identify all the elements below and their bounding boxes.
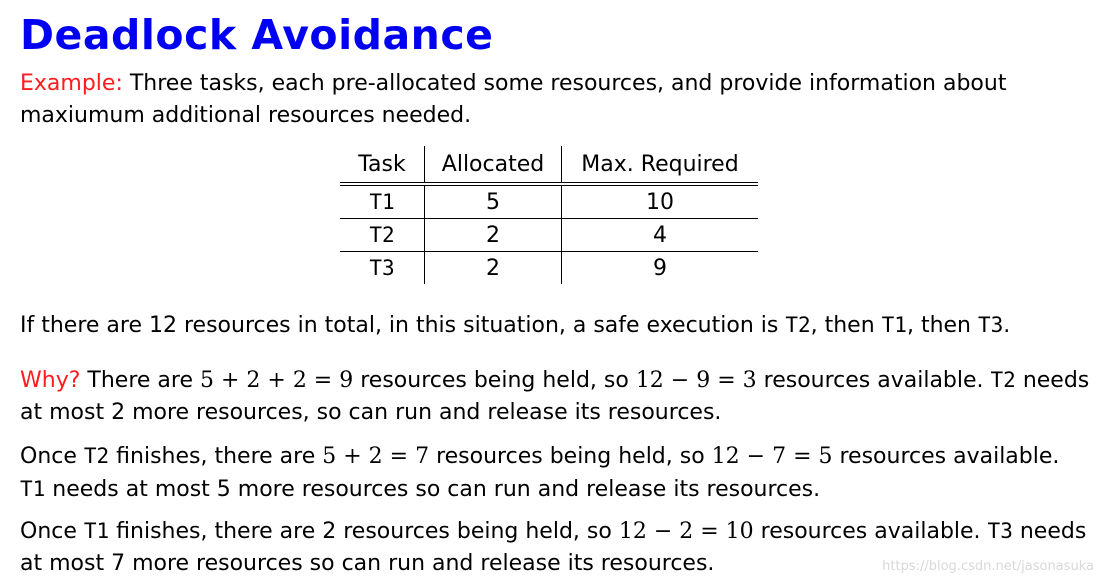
why-text: There are (80, 368, 200, 393)
why-text: resources being held, so (353, 368, 636, 393)
example-label: Example: (20, 71, 123, 96)
once-text: Once (20, 444, 84, 469)
column-header-task: Task (340, 146, 425, 184)
max-required-cell: 4 (653, 222, 667, 248)
once-text: resources available. (832, 444, 1060, 469)
once-text: resources available. (753, 519, 988, 544)
why-paragraph (20, 364, 1090, 429)
task-cell: T3 (340, 252, 425, 285)
once-text: resources being held, so (429, 444, 712, 469)
watermark: https://blog.csdn.net/jasonasuka (882, 559, 1094, 574)
allocated-cell: 2 (425, 252, 562, 285)
allocated-cell: 5 (425, 184, 562, 219)
math-expression: 5 + 2 = 7 (322, 444, 430, 469)
safe-text: If there are 12 resources in total, in this situation, a safe execution is (20, 313, 786, 338)
safe-text: . (1003, 313, 1011, 338)
column-header-max-required: Max. Required (581, 151, 739, 177)
intro-paragraph (20, 68, 1090, 132)
task-cell: T2 (340, 219, 425, 252)
table-row (340, 252, 758, 285)
task-ref: T2 (990, 368, 1016, 392)
math-expression: 5 + 2 + 2 = 9 (199, 368, 354, 393)
task-ref: T3 (987, 519, 1013, 543)
math-expression: 12 − 7 = 5 (711, 444, 833, 469)
once-text: needs at most 5 more resources so can run and release its resources. (45, 477, 821, 502)
why-text: needs at most 2 more resources, so can run and release its resources. (20, 368, 1090, 425)
max-required-cell: 10 (646, 189, 674, 215)
task-ref: T1 (83, 519, 110, 543)
why-label: Why? (20, 368, 81, 393)
resource-table (340, 146, 758, 284)
math-expression: 12 − 9 = 3 (635, 368, 757, 393)
task-ref: T2 (83, 444, 110, 468)
once-t2-paragraph (20, 440, 1090, 506)
why-text: resources available. (756, 368, 991, 393)
task-ref: T3 (977, 313, 1004, 337)
safe-execution-paragraph (20, 309, 1090, 342)
column-header-allocated: Allocated (425, 146, 562, 184)
task-ref: T2 (785, 313, 811, 337)
task-ref: T1 (20, 477, 46, 501)
safe-text: , then (810, 313, 882, 338)
table-row (340, 219, 758, 252)
once-text: needs at most 7 more resources so can run and release its resources. (20, 519, 1087, 576)
table-row (340, 184, 758, 219)
table-header-row (340, 146, 758, 184)
intro-text: Three tasks, each pre-allocated some resources, and provide information about maxiumum additional resources needed. (20, 71, 1007, 128)
once-text: finishes, there are 2 resources being held, so (109, 519, 619, 544)
once-text: Once (20, 519, 84, 544)
max-required-cell: 9 (653, 255, 667, 281)
safe-text: , then (906, 313, 978, 338)
math-expression: 12 − 2 = 10 (618, 519, 754, 544)
page-title: Deadlock Avoidance (20, 11, 494, 59)
task-ref: T1 (881, 313, 907, 337)
allocated-cell: 2 (425, 219, 562, 252)
task-cell: T1 (340, 184, 425, 219)
once-text: finishes, there are (109, 444, 323, 469)
